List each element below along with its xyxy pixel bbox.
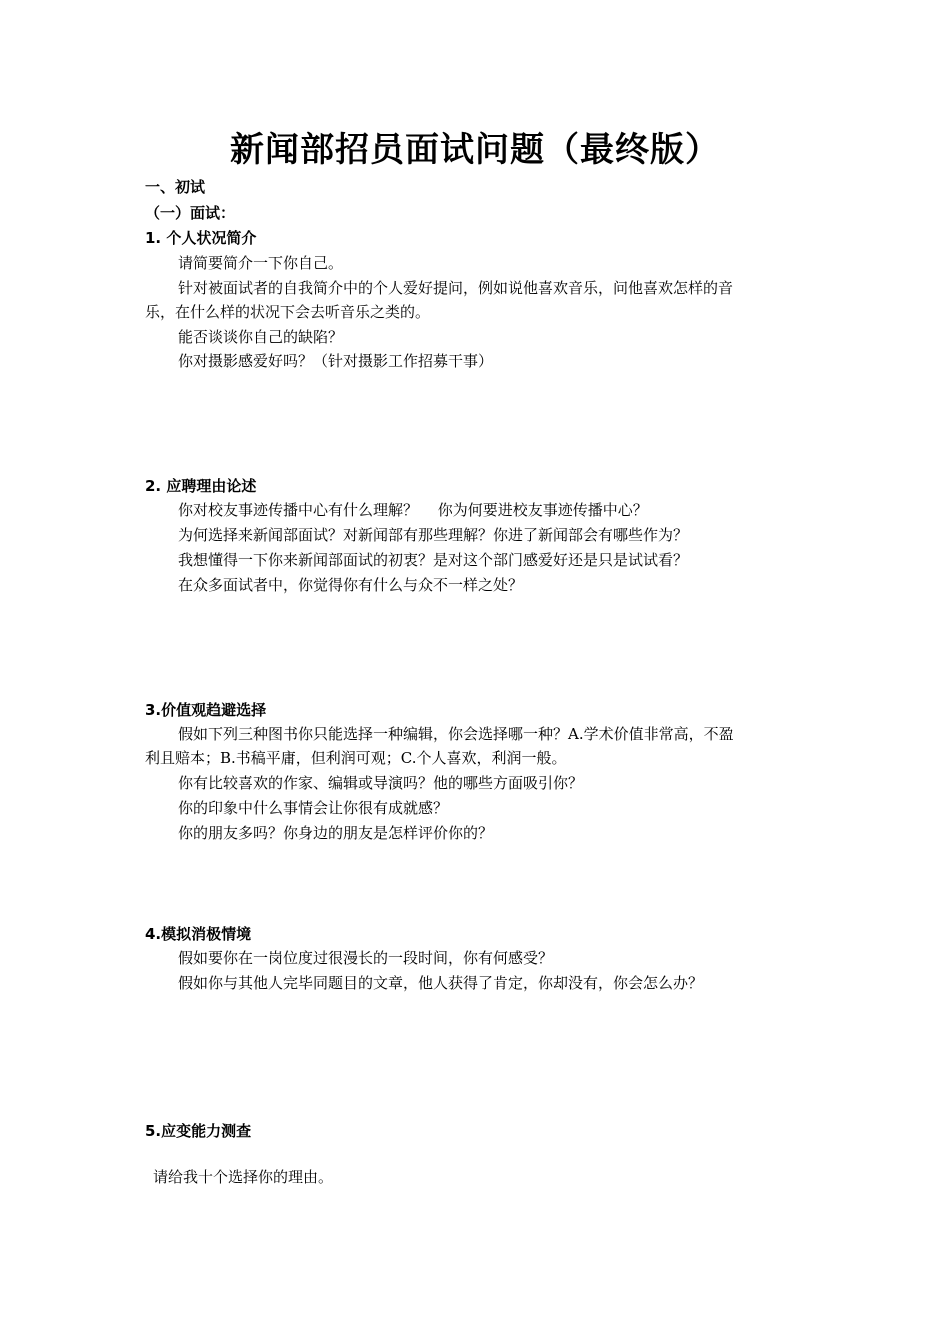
question-line: 假如要你在一岗位度过很漫长的一段时间，你有何感受？ — [178, 949, 554, 967]
subsection-heading-interview: （一）面试： — [145, 204, 236, 222]
question-line: 假如下列三种图书你只能选择一种编辑，你会选择哪一种？A.学术价值非常高，不盈 — [178, 725, 734, 743]
question-line: 针对被面试者的自我简介中的个人爱好提问，例如说他喜欢音乐，问他喜欢怎样的音 — [178, 279, 734, 297]
part1-heading: 1. 个人状况简介 — [145, 229, 257, 247]
question-line: 乐，在什么样的状况下会去听音乐之类的。 — [145, 303, 431, 321]
question-line: 我想懂得一下你来新闻部面试的初衷？是对这个部门感爱好还是只是试试看？ — [178, 551, 689, 569]
question-line: 你的朋友多吗？你身边的朋友是怎样评价你的？ — [178, 824, 494, 842]
question-line: 假如你与其他人完毕同题目的文章，他人获得了肯定，你却没有，你会怎么办？ — [178, 974, 704, 992]
part4-heading: 4.模拟消极情境 — [145, 925, 252, 943]
part2-heading: 2. 应聘理由论述 — [145, 477, 257, 495]
question-line: 请简要简介一下你自己。 — [178, 254, 344, 272]
section-heading-initial-test: 一、初试 — [145, 178, 206, 196]
question-line: 你的印象中什么事情会让你很有成就感？ — [178, 799, 449, 817]
question-line: 请给我十个选择你的理由。 — [153, 1168, 334, 1186]
document-title: 新闻部招员面试问题（最终版） — [230, 130, 720, 170]
question-line: 你对摄影感爱好吗？（针对摄影工作招募干事） — [178, 352, 494, 370]
question-line: 为何选择来新闻部面试？对新闻部有那些理解？你进了新闻部会有哪些作为？ — [178, 526, 689, 544]
question-line: 你对校友事迹传播中心有什么理解？ 你为何要进校友事迹传播中心？ — [178, 501, 648, 519]
question-line: 能否谈谈你自己的缺陷？ — [178, 328, 344, 346]
question-line: 在众多面试者中，你觉得你有什么与众不一样之处？ — [178, 576, 524, 594]
part5-heading: 5.应变能力测查 — [145, 1122, 252, 1140]
question-line: 你有比较喜欢的作家、编辑或导演吗？他的哪些方面吸引你？ — [178, 774, 584, 792]
part3-heading: 3.价值观趋避选择 — [145, 701, 267, 719]
question-line: 利且赔本；B.书稿平庸，但利润可观；C.个人喜欢，利润一般。 — [145, 749, 567, 767]
